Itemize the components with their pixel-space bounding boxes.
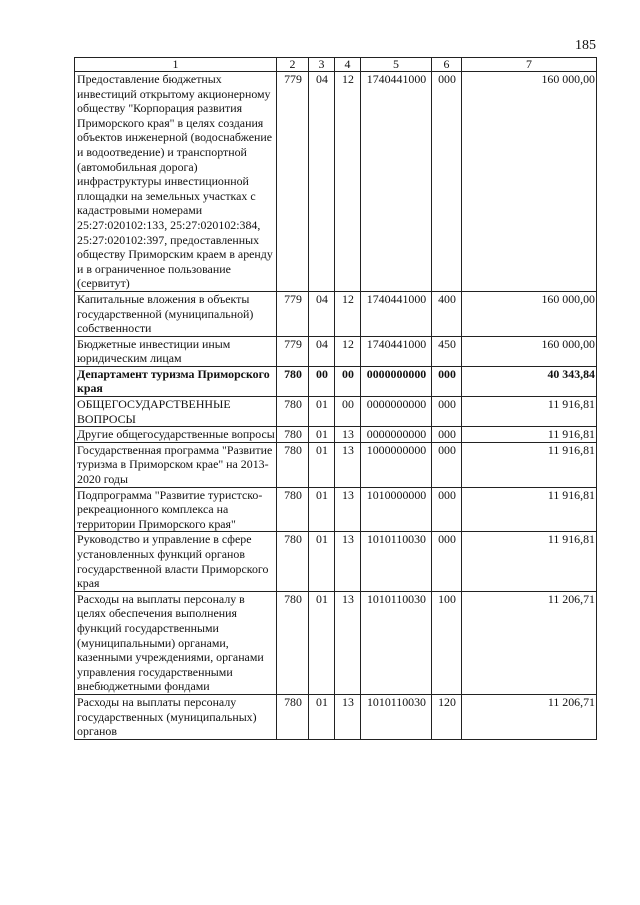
- row-ved: 779: [277, 336, 309, 366]
- column-header-ved: 2: [277, 58, 309, 72]
- column-header-vr: 6: [432, 58, 462, 72]
- table-row: [75, 397, 597, 427]
- row-amount: 11 206,71: [462, 694, 597, 739]
- row-pr: 13: [335, 591, 361, 694]
- row-name: Предоставление бюджетных инвестиций открытому акционерному обществу "Корпорация развития Приморского края" в целях создания объектов инженерной (водоснабжение и водоотведение) и транспортной (автомобильная дорога) инфраструктуры инвестиционной площадки на земельных участках с кадастровыми номерами 25:27:020102:133, 25:27:020102:384, 25:27:020102:397, предоставленных обществу Приморским краем в аренду и в ограниченное пользование (сервитут): [75, 72, 277, 292]
- row-csr: 1740441000: [361, 72, 432, 292]
- row-rz: 01: [309, 427, 335, 443]
- row-ved: 779: [277, 291, 309, 336]
- row-pr: 13: [335, 427, 361, 443]
- page-number: 185: [575, 38, 596, 53]
- row-rz: 01: [309, 532, 335, 591]
- table-row: [75, 442, 597, 487]
- row-name: Расходы на выплаты персоналу государственных (муниципальных) органов: [75, 694, 277, 739]
- table-row-department: [75, 366, 597, 396]
- row-amount: 160 000,00: [462, 291, 597, 336]
- budget-table: [74, 57, 597, 740]
- column-header-csr: 5: [361, 58, 432, 72]
- row-vr: 100: [432, 591, 462, 694]
- row-amount: 11 916,81: [462, 427, 597, 443]
- row-csr: 0000000000: [361, 366, 432, 396]
- row-rz: 00: [309, 366, 335, 396]
- row-name: Департамент туризма Приморского края: [75, 366, 277, 396]
- row-vr: 000: [432, 442, 462, 487]
- row-vr: 000: [432, 487, 462, 532]
- row-vr: 400: [432, 291, 462, 336]
- table-row: [75, 336, 597, 366]
- row-amount: 40 343,84: [462, 366, 597, 396]
- table-row: [75, 694, 597, 739]
- row-pr: 13: [335, 694, 361, 739]
- row-csr: 0000000000: [361, 397, 432, 427]
- row-vr: 000: [432, 397, 462, 427]
- table-body: [75, 72, 597, 740]
- row-pr: 13: [335, 442, 361, 487]
- row-ved: 780: [277, 591, 309, 694]
- row-pr: 12: [335, 72, 361, 292]
- row-name: Подпрограмма "Развитие туристско-рекреационного комплекса на территории Приморского края": [75, 487, 277, 532]
- row-amount: 11 916,81: [462, 397, 597, 427]
- row-vr: 000: [432, 72, 462, 292]
- row-csr: 1010110030: [361, 532, 432, 591]
- table-header: [75, 58, 597, 72]
- row-name: Капитальные вложения в объекты государственной (муниципальной) собственности: [75, 291, 277, 336]
- row-rz: 01: [309, 487, 335, 532]
- row-amount: 11 916,81: [462, 487, 597, 532]
- column-header-name: 1: [75, 58, 277, 72]
- row-csr: 1740441000: [361, 336, 432, 366]
- row-ved: 780: [277, 487, 309, 532]
- row-ved: 780: [277, 366, 309, 396]
- row-name: Бюджетные инвестиции иным юридическим лицам: [75, 336, 277, 366]
- row-pr: 00: [335, 397, 361, 427]
- row-ved: 780: [277, 694, 309, 739]
- row-csr: 1010110030: [361, 694, 432, 739]
- row-csr: 1000000000: [361, 442, 432, 487]
- row-csr: 1010110030: [361, 591, 432, 694]
- row-ved: 779: [277, 72, 309, 292]
- table-row: [75, 427, 597, 443]
- row-rz: 01: [309, 397, 335, 427]
- row-vr: 120: [432, 694, 462, 739]
- row-vr: 000: [432, 427, 462, 443]
- row-name: Расходы на выплаты персоналу в целях обеспечения выполнения функций государственными (муниципальными) органами, казенными учреждениями, органами управления государственными внебюджетными фондами: [75, 591, 277, 694]
- row-pr: 00: [335, 366, 361, 396]
- table-row: [75, 72, 597, 292]
- row-vr: 450: [432, 336, 462, 366]
- table-row: [75, 532, 597, 591]
- table-row: [75, 487, 597, 532]
- row-pr: 12: [335, 291, 361, 336]
- row-pr: 13: [335, 532, 361, 591]
- table-row: [75, 591, 597, 694]
- row-name: Руководство и управление в сфере установленных функций органов государственной власти Приморского края: [75, 532, 277, 591]
- row-amount: 160 000,00: [462, 72, 597, 292]
- row-pr: 12: [335, 336, 361, 366]
- header-row: [75, 58, 597, 72]
- table-row: [75, 291, 597, 336]
- row-amount: 11 916,81: [462, 442, 597, 487]
- column-header-pr: 4: [335, 58, 361, 72]
- row-amount: 11 206,71: [462, 591, 597, 694]
- row-csr: 1010000000: [361, 487, 432, 532]
- row-rz: 04: [309, 291, 335, 336]
- row-csr: 0000000000: [361, 427, 432, 443]
- row-rz: 01: [309, 694, 335, 739]
- row-amount: 160 000,00: [462, 336, 597, 366]
- row-amount: 11 916,81: [462, 532, 597, 591]
- row-name: Другие общегосударственные вопросы: [75, 427, 277, 443]
- row-vr: 000: [432, 366, 462, 396]
- row-pr: 13: [335, 487, 361, 532]
- row-csr: 1740441000: [361, 291, 432, 336]
- row-rz: 04: [309, 336, 335, 366]
- row-ved: 780: [277, 442, 309, 487]
- row-rz: 01: [309, 591, 335, 694]
- row-ved: 780: [277, 532, 309, 591]
- column-header-rz: 3: [309, 58, 335, 72]
- row-rz: 04: [309, 72, 335, 292]
- row-vr: 000: [432, 532, 462, 591]
- row-rz: 01: [309, 442, 335, 487]
- row-name: ОБЩЕГОСУДАРСТВЕННЫЕ ВОПРОСЫ: [75, 397, 277, 427]
- row-ved: 780: [277, 427, 309, 443]
- row-ved: 780: [277, 397, 309, 427]
- row-name: Государственная программа "Развитие туризма в Приморском крае" на 2013-2020 годы: [75, 442, 277, 487]
- column-header-amount: 7: [462, 58, 597, 72]
